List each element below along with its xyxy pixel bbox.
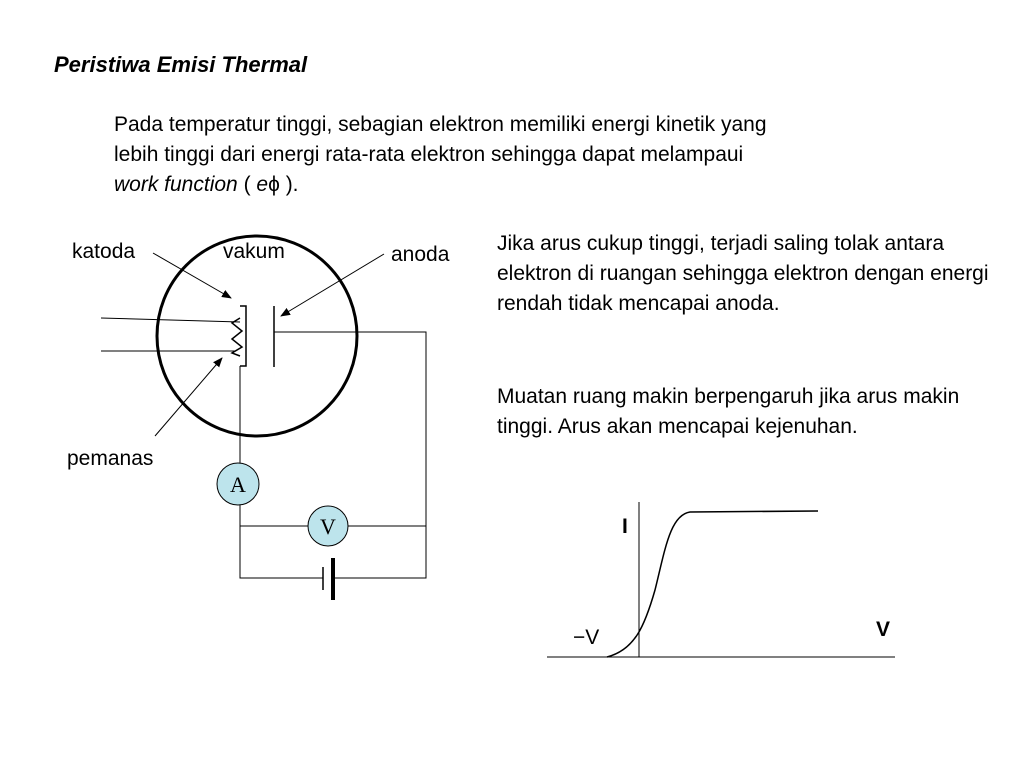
battery [323, 558, 333, 600]
intro-line-2: lebih tinggi dari energi rata-rata elektron sehingga dapat melampaui [114, 143, 744, 166]
phi-symbol: ϕ [268, 173, 280, 196]
work-function-term: work function [114, 173, 238, 196]
close-paren: ). [279, 173, 299, 196]
voltmeter-symbol: V [320, 514, 336, 539]
heater-label: pemanas [67, 447, 154, 470]
cathode-label: katoda [72, 240, 136, 263]
iv-graph [547, 502, 895, 657]
anode-arrow [281, 254, 384, 316]
circuit-wires [101, 318, 426, 578]
cathode-electrode [240, 306, 246, 366]
heater-lead-top [101, 318, 240, 322]
saturation-paragraph: Muatan ruang makin berpengaruh jika arus makin tinggi. Arus akan mencapai kejenuhan. [497, 385, 960, 438]
intro-line-1: Pada temperatur tinggi, sebagian elektron memiliki energi kinetik yang [114, 113, 767, 136]
current-axis-label: I [622, 515, 628, 538]
ammeter [217, 463, 259, 505]
slide-title: Peristiwa Emisi Thermal [54, 52, 308, 77]
heater-coil [232, 318, 242, 356]
open-paren: ( [237, 173, 257, 196]
electron-charge-symbol: e [256, 173, 269, 196]
space-charge-paragraph: Jika arus cukup tinggi, terjadi saling tolak antara elektron di ruangan sehingga elektron dengan energi rendah tidak mencapai anoda. [497, 232, 989, 315]
anode-label: anoda [391, 243, 450, 266]
vacuum-label: vakum [223, 240, 285, 263]
vacuum-tube [157, 236, 357, 436]
negative-voltage-label: −V [573, 626, 600, 649]
voltmeter [308, 506, 348, 546]
tube-envelope [157, 236, 357, 436]
voltage-axis-label: V [876, 618, 891, 641]
ammeter-symbol: A [230, 472, 246, 497]
